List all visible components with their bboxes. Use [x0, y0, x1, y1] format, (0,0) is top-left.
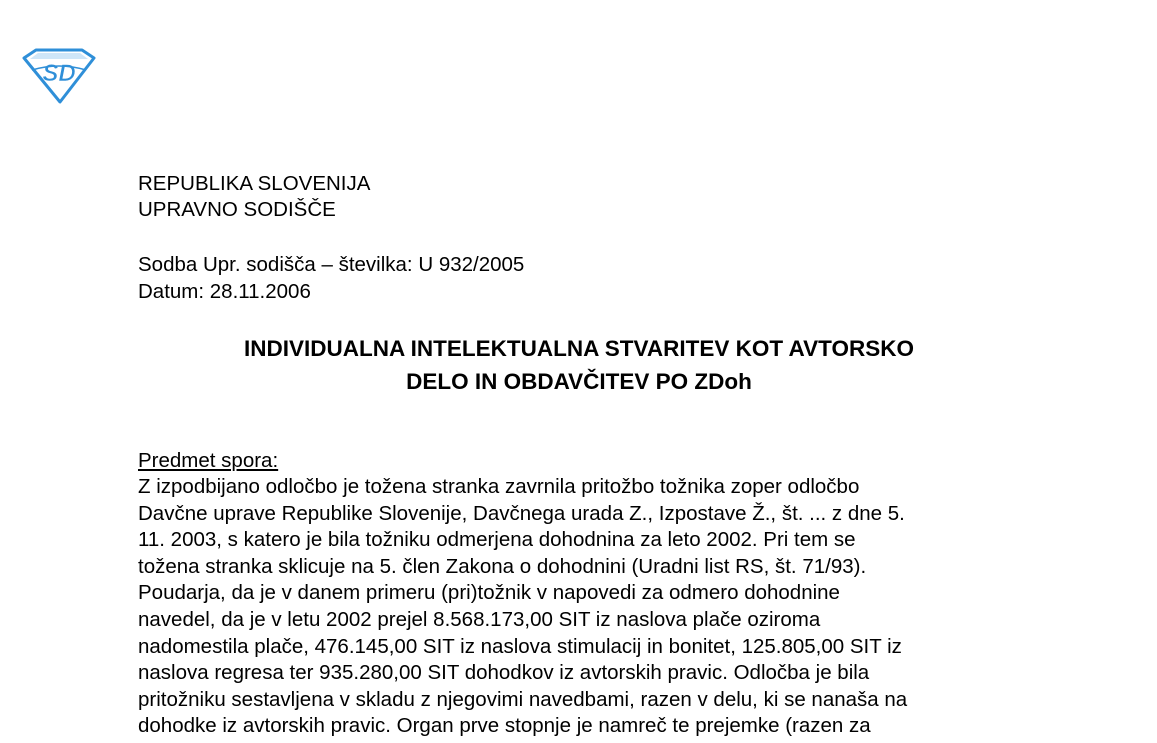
header-republic: REPUBLIKA SLOVENIJA	[138, 172, 371, 195]
title-line-1: INDIVIDUALNA INTELEKTUALNA STVARITEV KOT AVTORSKO	[243, 336, 914, 361]
body-line: pritožniku sestavljena v skladu z njegovimi navedbami, razen v delu, ki se nanaša na	[138, 687, 908, 711]
body-line: Z izpodbijano odločbo je tožena stranka zavrnila pritožbo tožnika zoper odločbo	[138, 475, 860, 498]
case-number: Sodba Upr. sodišča – številka: U 932/2005	[138, 253, 525, 276]
body-line: Poudarja, da je v danem primeru (pri)tožnik v napovedi za odmero dohodnine	[138, 581, 840, 605]
body-line: Davčne uprave Republike Slovenije, Davčnega urada Z., Izpostave Ž., št. ... z dne 5.	[138, 501, 905, 525]
body-line: 11. 2003, s katero je bila tožniku odmerjena dohodnina za leto 2002. Pri tem se	[138, 528, 856, 552]
sd-logo	[22, 48, 96, 104]
case-date: Datum: 28.11.2006	[138, 280, 311, 303]
body-line: navedel, da je v letu 2002 prejel 8.568.173,00 SIT iz naslova plače oziroma	[138, 607, 821, 631]
section-heading: Predmet spora:	[138, 449, 279, 472]
title-line-2: DELO IN OBDAVČITEV PO ZDoh	[406, 369, 752, 394]
case-meta	[138, 251, 524, 305]
body-line: tožena stranka sklicuje na 5. člen Zakona o dohodnini (Uradni list RS, št. 71/93).	[138, 554, 867, 578]
court-header	[138, 171, 370, 223]
body-line: dohodke iz avtorskih pravic. Organ prve stopnje je namreč te prejemke (razen za	[138, 714, 871, 738]
header-court: UPRAVNO SODIŠČE	[138, 198, 336, 221]
body-line: nadomestila plače, 476.145,00 SIT iz naslova stimulacij in bonitet, 125.805,00 SIT iz	[138, 634, 902, 658]
logo-lettering: SD	[42, 60, 76, 87]
document-title	[138, 332, 1020, 398]
section-body	[138, 474, 1020, 740]
body-line: naslova regresa ter 935.280,00 SIT dohodkov iz avtorskih pravic. Odločba je bila	[138, 661, 870, 685]
